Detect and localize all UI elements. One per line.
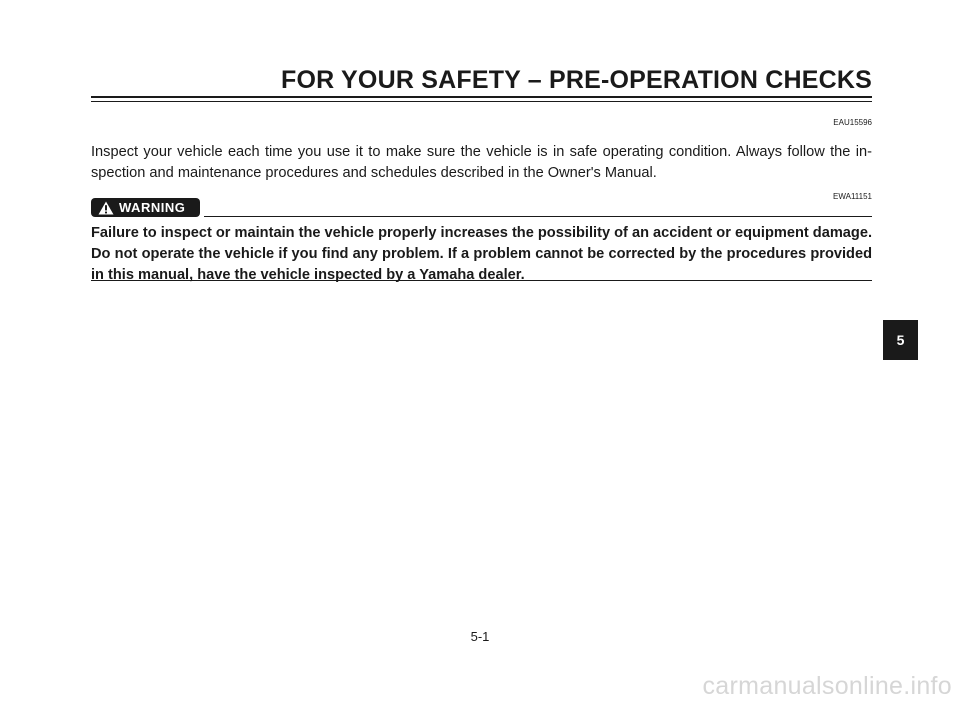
- warning-label: WARNING: [119, 200, 186, 215]
- chapter-tab: 5: [883, 320, 918, 360]
- watermark: carmanualsonline.info: [702, 672, 952, 700]
- warning-reference-code: EWA11151: [833, 192, 872, 201]
- title-rule: [91, 96, 872, 98]
- warning-header: [91, 198, 872, 220]
- warning-header-rule: [204, 216, 872, 217]
- intro-paragraph: Inspect your vehicle each time you use it to make sure the vehicle is in safe operating condition. Always follow the inspection and maintenance procedures and schedules described in the Owner's Manual.: [91, 144, 872, 181]
- warning-text: Failure to inspect or maintain the vehicle properly increases the possibility of an accident or equipment damage. Do not operate the vehicle if you find any problem. If a problem cannot be corrected by the procedures provided in this manual, have the vehicle inspected by a Yamaha dealer.: [91, 225, 872, 283]
- title-rule-thin: [91, 101, 872, 102]
- warning-badge: [91, 198, 200, 217]
- intro-reference-code: EAU15596: [833, 118, 872, 127]
- page-title: FOR YOUR SAFETY – PRE-OPERATION CHECKS: [280, 66, 872, 94]
- page-number: 5-1: [470, 629, 490, 644]
- warning-bottom-rule: [91, 280, 872, 281]
- warning-triangle-icon: [98, 201, 114, 215]
